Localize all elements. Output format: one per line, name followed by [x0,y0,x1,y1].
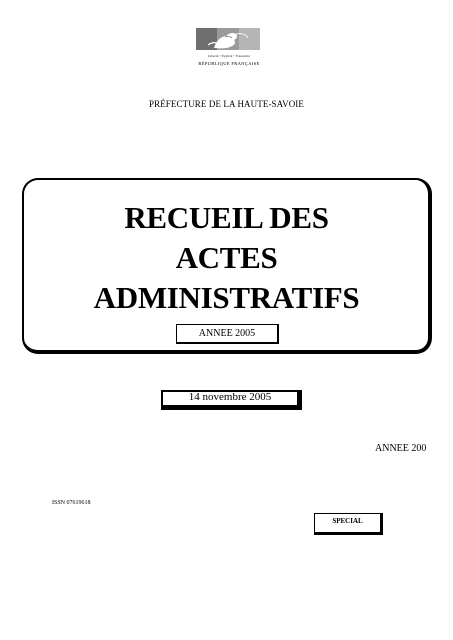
date-box [161,390,302,410]
document-title [0,198,453,318]
title-line-3: ADMINISTRATIFS [93,280,360,315]
title-line-2: ACTES [175,240,278,275]
republique-francaise-logo [193,28,265,70]
logo-name: RÉPUBLIQUE FRANÇAISE [198,61,260,66]
annee-label: ANNEE 200 [375,443,427,454]
year-box: ANNEE 2005 [176,324,279,344]
date-text: 14 novembre 2005 [188,391,272,403]
special-badge: SPECIAL [314,513,383,535]
issn-number: ISSN 07619618 [52,500,91,506]
marianne-icon [196,28,260,52]
prefecture-heading: PRÉFECTURE DE LA HAUTE-SAVOIE [149,99,304,109]
logo-motto: Liberté • Égalité • Fraternité [207,54,251,58]
title-line-1: RECUEIL DES [124,200,329,235]
